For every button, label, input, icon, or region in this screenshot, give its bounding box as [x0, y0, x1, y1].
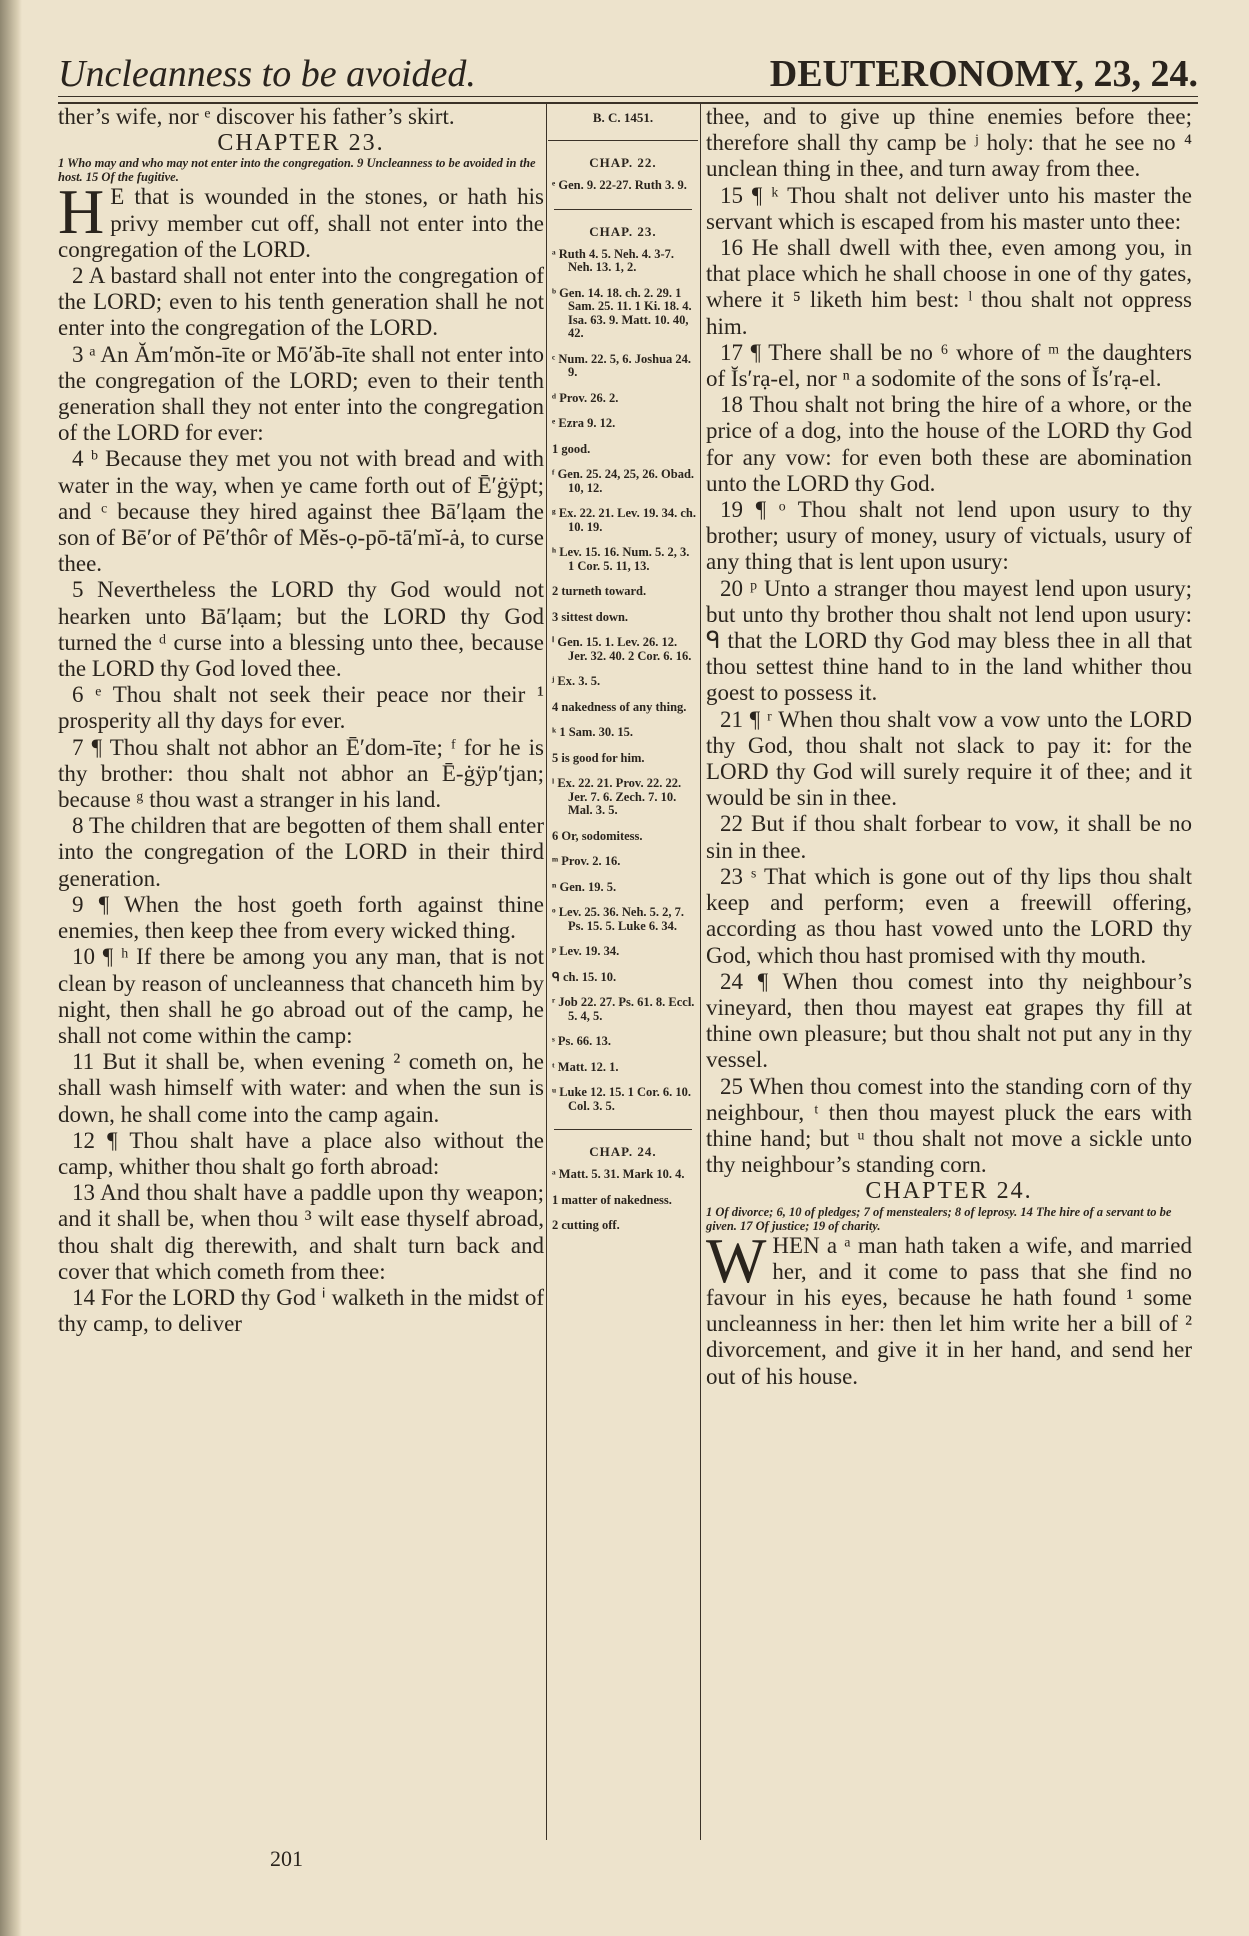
margin-reference: ᵏ 1 Sam. 30. 15.: [552, 725, 633, 739]
verse-text: thee, and to give up thine enemies before thee; therefore shall thy camp be ʲ holy: that he see no ⁴ unclean thing in thee, and turn away from thee.: [706, 104, 1192, 182]
verse-7: 7 ¶ Thou shalt not abhor an Ē′dom-īte; ᶠ for he is thy brother: thou shalt not abhor an Ē-ġÿp′tjan; because ᵍ thou wast a stranger in his land.: [58, 734, 544, 813]
margin-reference: 6 Or, sodomitess.: [552, 828, 643, 843]
column-divider-left: [546, 104, 547, 1840]
margin-reference: 1 good.: [552, 441, 591, 456]
verse-12: 12 ¶ Thou shalt have a place also without the camp, whither thou shalt go forth abroad:: [58, 1127, 544, 1179]
verse-18: 18 Thou shalt not bring the hire of a whore, or the price of a dog, into the house of the LORD thy God for any vow: for even both these are abomination unto the LORD thy God.: [706, 392, 1192, 496]
margin-reference: 3 sittest down.: [552, 609, 629, 624]
page-spine-shadow: [0, 0, 22, 1936]
margin-refs-22: [548, 179, 698, 193]
margin-reference: ʲ Ex. 3. 5.: [552, 674, 601, 688]
verse-17: 17 ¶ There shall be no ⁶ whore of ᵐ the daughters of Ĭs′rạ-el, nor ⁿ a sodomite of the sons of Ĭs′rạ-el.: [706, 339, 1192, 392]
header-title-right: DEUTERONOMY, 23, 24.: [769, 53, 1198, 95]
left-text-column: [58, 104, 544, 1337]
verse-11: 11 But it shall be, when evening ² cometh on, he shall wash himself with water: and when the sun is down, he shall come into the camp again.: [58, 1049, 544, 1127]
margin-reference: ⁱ Gen. 15. 1. Lev. 26. 12. Jer. 32. 40. 2 Cor. 6. 16.: [552, 635, 692, 663]
verse-13: 13 And thou shalt have a paddle upon thy weapon; and it shall be, when thou ³ wilt ease thyself abroad, thou shalt dig therewith, and shalt turn back and cover that which cometh from thee:: [58, 1180, 544, 1284]
margin-reference: 5 is good for him.: [552, 750, 645, 765]
verse-6: 6 ᵉ Thou shalt not seek their peace nor their ¹ prosperity all thy days for ever.: [58, 682, 544, 734]
margin-reference: ᵇ Gen. 14. 18. ch. 2. 29. 1 Sam. 25. 11. 1 Ki. 18. 4. Isa. 63. 9. Matt. 10. 40, 42.: [552, 285, 692, 340]
margin-reference: ᵗ Matt. 12. 1.: [552, 1059, 619, 1074]
margin-reference: ˢ Ps. 66. 13.: [552, 1034, 611, 1048]
verse-9: 9 ¶ When the host goeth forth against thine enemies, then keep thee from every wicked thing.: [58, 891, 544, 944]
verse-14: 14 For the LORD thy God ⁱ walketh in the midst of thy camp, to deliver: [58, 1284, 544, 1337]
margin-reference: ᵍ Ex. 22. 21. Lev. 19. 34. ch. 10. 19.: [552, 506, 696, 534]
verse-25: 25 When thou comest into the standing corn of thy neighbour, ᵗ then thou mayest pluck the ears with thine hand; but ᵘ thou shalt not move a sickle unto thy neighbour’s standing corn.: [706, 1073, 1192, 1178]
margin-reference: 2 turneth toward.: [552, 584, 647, 598]
verse-22: 22 But if thou shalt forbear to vow, it shall be no sin in thee.: [706, 811, 1192, 863]
verse-21: 21 ¶ ʳ When thou shalt vow a vow unto the LORD thy God, thou shalt not slack to pay it: for the LORD thy God will surely require it of thee; and it would be sin in thee.: [706, 706, 1192, 811]
margin-reference: ᶜ Num. 22. 5, 6. Joshua 24. 9.: [552, 351, 692, 379]
margin-reference: 4 nakedness of any thing.: [552, 699, 687, 714]
margin-reference: ᵖ Lev. 19. 34.: [552, 944, 620, 958]
margin-reference: 2 cutting off.: [552, 1218, 620, 1232]
margin-chapter-24: CHAP. 24.: [589, 1144, 657, 1159]
verse-text: E that is wounded in the stones, or hath his privy member cut off, shall not enter into the congregation of the LORD.: [58, 184, 544, 262]
drop-cap: H: [58, 176, 105, 248]
margin-separator: [554, 209, 692, 210]
verse-10: 10 ¶ ʰ If there be among you any man, that is not clean by reason of uncleanness that chanceth him by night, then shall he go abroad out of the camp, he shall not come within the camp:: [58, 944, 544, 1048]
header-title-left: Uncleanness to be avoided.: [58, 53, 476, 95]
verse-5: 5 Nevertheless the LORD thy God would not hearken unto Bā′lạam; but the LORD thy God turned the ᵈ curse into a blessing unto thee, because the LORD thy God loved thee.: [58, 577, 544, 682]
right-text-column: [706, 104, 1192, 1390]
chapter-summary: 1 Who may and who may not enter into the congregation. 9 Uncleanness to be avoided in the host. 15 Of the fugitive.: [58, 156, 536, 185]
margin-reference: ᑫ ch. 15. 10.: [552, 969, 617, 984]
margin-references: [548, 104, 698, 1245]
margin-reference: ᵘ Luke 12. 15. 1 Cor. 6. 10. Col. 3. 5.: [552, 1085, 692, 1113]
margin-reference: ˡ Ex. 22. 21. Prov. 22. 22. Jer. 7. 6. Zech. 7. 10. Mal. 3. 5.: [552, 776, 682, 817]
margin-reference: ᵃ Matt. 5. 31. Mark 10. 4.: [552, 1167, 685, 1181]
verse-8: 8 The children that are begotten of them shall enter into the congregation of the LORD in their third generation.: [58, 813, 544, 891]
margin-reference: ᵐ Prov. 2. 16.: [552, 854, 621, 868]
margin-reference: ᵉ Ezra 9. 12.: [552, 416, 616, 430]
drop-cap: W: [706, 1224, 767, 1296]
chapter-title: CHAPTER 24.: [865, 1178, 1033, 1205]
chapter-summary: 1 Of divorce; 6, 10 of pledges; 7 of menstealers; 8 of leprosy. 14 The hire of a servant to be given. 17 Of justice; 19 of charity.: [706, 1204, 1172, 1233]
verse-23: 23 ˢ That which is gone out of thy lips thou shalt keep and perform; even a freewill offering, according as thou hast vowed unto the LORD thy God, which thou hast promised with thy mouth.: [706, 863, 1192, 968]
margin-reference: ʳ Job 22. 27. Ps. 61. 8. Eccl. 5. 4, 5.: [552, 995, 695, 1023]
margin-reference: ⁿ Gen. 19. 5.: [552, 879, 617, 894]
verse-text: HEN a ᵃ man hath taken a wife, and married her, and it come to pass that she find no favour in his eyes, because he hath found ¹ some uncleanness in her: then let him write her a bill of ² divorcement, and give it in her hand, and send her out of his house.: [706, 1232, 1192, 1389]
verse-1: [706, 1224, 1192, 1390]
margin-reference: ᵒ Lev. 25. 36. Neh. 5. 2, 7. Ps. 15. 5. Luke 6. 34.: [552, 905, 685, 933]
verse-16: 16 He shall dwell with thee, even among you, in that place which he shall choose in one of thy gates, where it ⁵ liketh him best: ˡ thou shalt not oppress him.: [706, 235, 1192, 339]
verse-15: 15 ¶ ᵏ Thou shalt not deliver unto his master the servant which is escaped from his master unto thee:: [706, 182, 1192, 234]
page-number: 201: [270, 1846, 303, 1871]
verse-2: 2 A bastard shall not enter into the congregation of the LORD; even to his tenth generation shall he not enter into the congregation of the LORD.: [58, 263, 544, 341]
margin-refs-23: [548, 248, 698, 1114]
margin-separator: [554, 1129, 692, 1130]
verse-4: 4 ᵇ Because they met you not with bread and with water in the way, when ye came forth out of Ē′ġÿpt; and ᶜ because they hired against thee Bā′lạam the son of Bē′or of Pē′thôr of Mĕs-ọ-pō-tā′mĭ-ȧ, to curse thee.: [58, 446, 544, 577]
margin-reference: ʰ Lev. 15. 16. Num. 5. 2, 3. 1 Cor. 5. 11, 13.: [552, 545, 690, 573]
verse-3: 3 ᵃ An Ăm′mŏn-īte or Mō′ăb-īte shall not enter into the congregation of the LORD; even to their tenth generation shall they not enter into the congregation of the LORD for ever:: [58, 341, 544, 446]
margin-reference: ᵉ Gen. 9. 22-27. Ruth 3. 9.: [552, 178, 687, 192]
chapter-title: CHAPTER 23.: [217, 130, 385, 157]
margin-reference: 1 matter of nakedness.: [552, 1192, 672, 1207]
margin-reference: ᵈ Prov. 26. 2.: [552, 390, 619, 405]
header-rule: [58, 96, 1198, 97]
margin-reference: ᶠ Gen. 25. 24, 25, 26. Obad. 10, 12.: [552, 467, 695, 495]
margin-chapter-22: CHAP. 22.: [589, 155, 657, 170]
margin-reference: ᵃ Ruth 4. 5. Neh. 4. 3-7. Neh. 13. 1, 2.: [552, 246, 675, 274]
verse-19: 19 ¶ ᵒ Thou shalt not lend upon usury to thy brother; usury of money, usury of victuals, usury of any thing that is lent upon usury:: [706, 497, 1192, 575]
date-label: B. C. 1451.: [548, 104, 698, 141]
margin-refs-24: [548, 1168, 698, 1233]
column-divider-right: [700, 104, 701, 1840]
verse-1: [58, 176, 544, 263]
verse-20: 20 ᵖ Unto a stranger thou mayest lend upon usury; but unto thy brother thou shalt not lend upon usury: ᑫ that the LORD thy God may bless thee in all that thou settest thine hand to in the land whither thou goest to possess it.: [706, 575, 1192, 706]
verse-24: 24 ¶ When thou comest into thy neighbour’s vineyard, then thou mayest eat grapes thy fill at thine own pleasure; but thou shalt not put any in thy vessel.: [706, 968, 1192, 1073]
verse-text: ther’s wife, nor ᵉ discover his father’s skirt.: [58, 104, 455, 129]
margin-chapter-23: CHAP. 23.: [589, 223, 657, 239]
